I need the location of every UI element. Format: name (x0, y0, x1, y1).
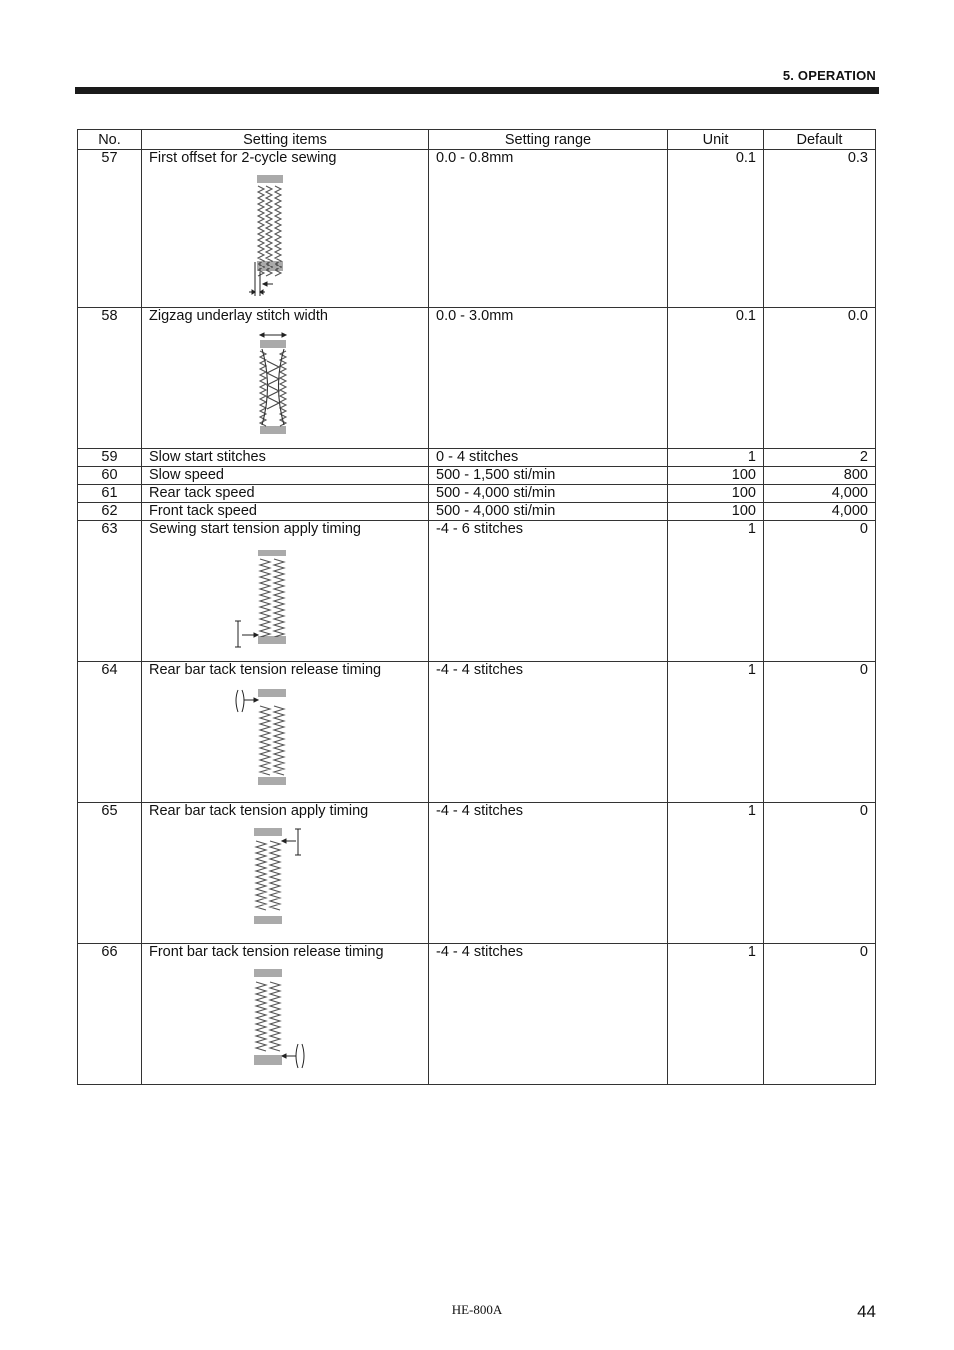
setting-unit: 100 (668, 485, 764, 503)
setting-unit: 1 (668, 521, 764, 662)
table-row (78, 944, 876, 1085)
setting-item: Rear tack speed (142, 485, 429, 503)
setting-range: -4 - 4 stitches (429, 803, 668, 944)
settings-table (77, 129, 876, 1085)
table-row (78, 308, 876, 449)
section-title: 5. OPERATION (782, 68, 876, 83)
setting-item-label: First offset for 2-cycle sewing (149, 150, 337, 166)
setting-unit: 100 (668, 503, 764, 521)
row-number: 65 (78, 803, 142, 944)
column-header-unit: Unit (668, 130, 764, 150)
setting-range: 0 - 4 stitches (429, 449, 668, 467)
setting-unit: 1 (668, 662, 764, 803)
setting-range: -4 - 6 stitches (429, 521, 668, 662)
setting-default: 0.3 (764, 150, 876, 308)
table-row (78, 503, 876, 521)
setting-item: Slow start stitches (142, 449, 429, 467)
setting-range: -4 - 4 stitches (429, 944, 668, 1085)
setting-item (142, 944, 429, 1085)
rear-release-diagram (234, 686, 421, 790)
setting-unit: 0.1 (668, 150, 764, 308)
setting-default: 0 (764, 944, 876, 1085)
row-number: 63 (78, 521, 142, 662)
column-header-no: No. (78, 130, 142, 150)
row-number: 57 (78, 150, 142, 308)
first-offset-diagram (249, 172, 421, 300)
setting-default: 800 (764, 467, 876, 485)
setting-item (142, 662, 429, 803)
table-row (78, 150, 876, 308)
setting-item: Front tack speed (142, 503, 429, 521)
row-number: 62 (78, 503, 142, 521)
row-number: 61 (78, 485, 142, 503)
column-header-default: Default (764, 130, 876, 150)
setting-unit: 1 (668, 944, 764, 1085)
setting-unit: 100 (668, 467, 764, 485)
setting-item (142, 803, 429, 944)
table-row (78, 449, 876, 467)
setting-default: 0 (764, 521, 876, 662)
setting-default: 2 (764, 449, 876, 467)
row-number: 58 (78, 308, 142, 449)
rear-apply-diagram (252, 827, 421, 931)
setting-range: 500 - 4,000 sti/min (429, 503, 668, 521)
setting-item (142, 308, 429, 449)
setting-range: -4 - 4 stitches (429, 662, 668, 803)
row-number: 59 (78, 449, 142, 467)
setting-range: 0.0 - 0.8mm (429, 150, 668, 308)
row-number: 66 (78, 944, 142, 1085)
setting-item-label: Zigzag underlay stitch width (149, 308, 328, 324)
setting-unit: 0.1 (668, 308, 764, 449)
setting-item-label: Rear bar tack tension release timing (149, 662, 382, 678)
setting-range: 500 - 1,500 sti/min (429, 467, 668, 485)
setting-default: 0 (764, 662, 876, 803)
setting-range: 0.0 - 3.0mm (429, 308, 668, 449)
table-header-row (78, 130, 876, 150)
column-header-range: Setting range (429, 130, 668, 150)
setting-default: 4,000 (764, 503, 876, 521)
setting-item-label: Rear bar tack tension apply timing (149, 803, 369, 819)
table-row (78, 485, 876, 503)
zigzag-underlay-diagram (254, 331, 421, 441)
setting-item (142, 521, 429, 662)
table-row (78, 521, 876, 662)
setting-unit: 1 (668, 449, 764, 467)
table-row (78, 662, 876, 803)
header-rule (75, 87, 879, 94)
footer-model: HE-800A (451, 1302, 503, 1317)
setting-item (142, 150, 429, 308)
start-tension-diagram (234, 545, 421, 649)
page-number: 44 (857, 1302, 876, 1321)
table-row (78, 803, 876, 944)
setting-item: Slow speed (142, 467, 429, 485)
setting-item-label: Sewing start tension apply timing (149, 521, 361, 537)
front-release-diagram (252, 968, 421, 1072)
setting-default: 0 (764, 803, 876, 944)
setting-item-label: Front bar tack tension release timing (149, 944, 384, 960)
setting-unit: 1 (668, 803, 764, 944)
setting-default: 4,000 (764, 485, 876, 503)
setting-default: 0.0 (764, 308, 876, 449)
table-row (78, 467, 876, 485)
setting-range: 500 - 4,000 sti/min (429, 485, 668, 503)
row-number: 64 (78, 662, 142, 803)
column-header-item: Setting items (142, 130, 429, 150)
row-number: 60 (78, 467, 142, 485)
